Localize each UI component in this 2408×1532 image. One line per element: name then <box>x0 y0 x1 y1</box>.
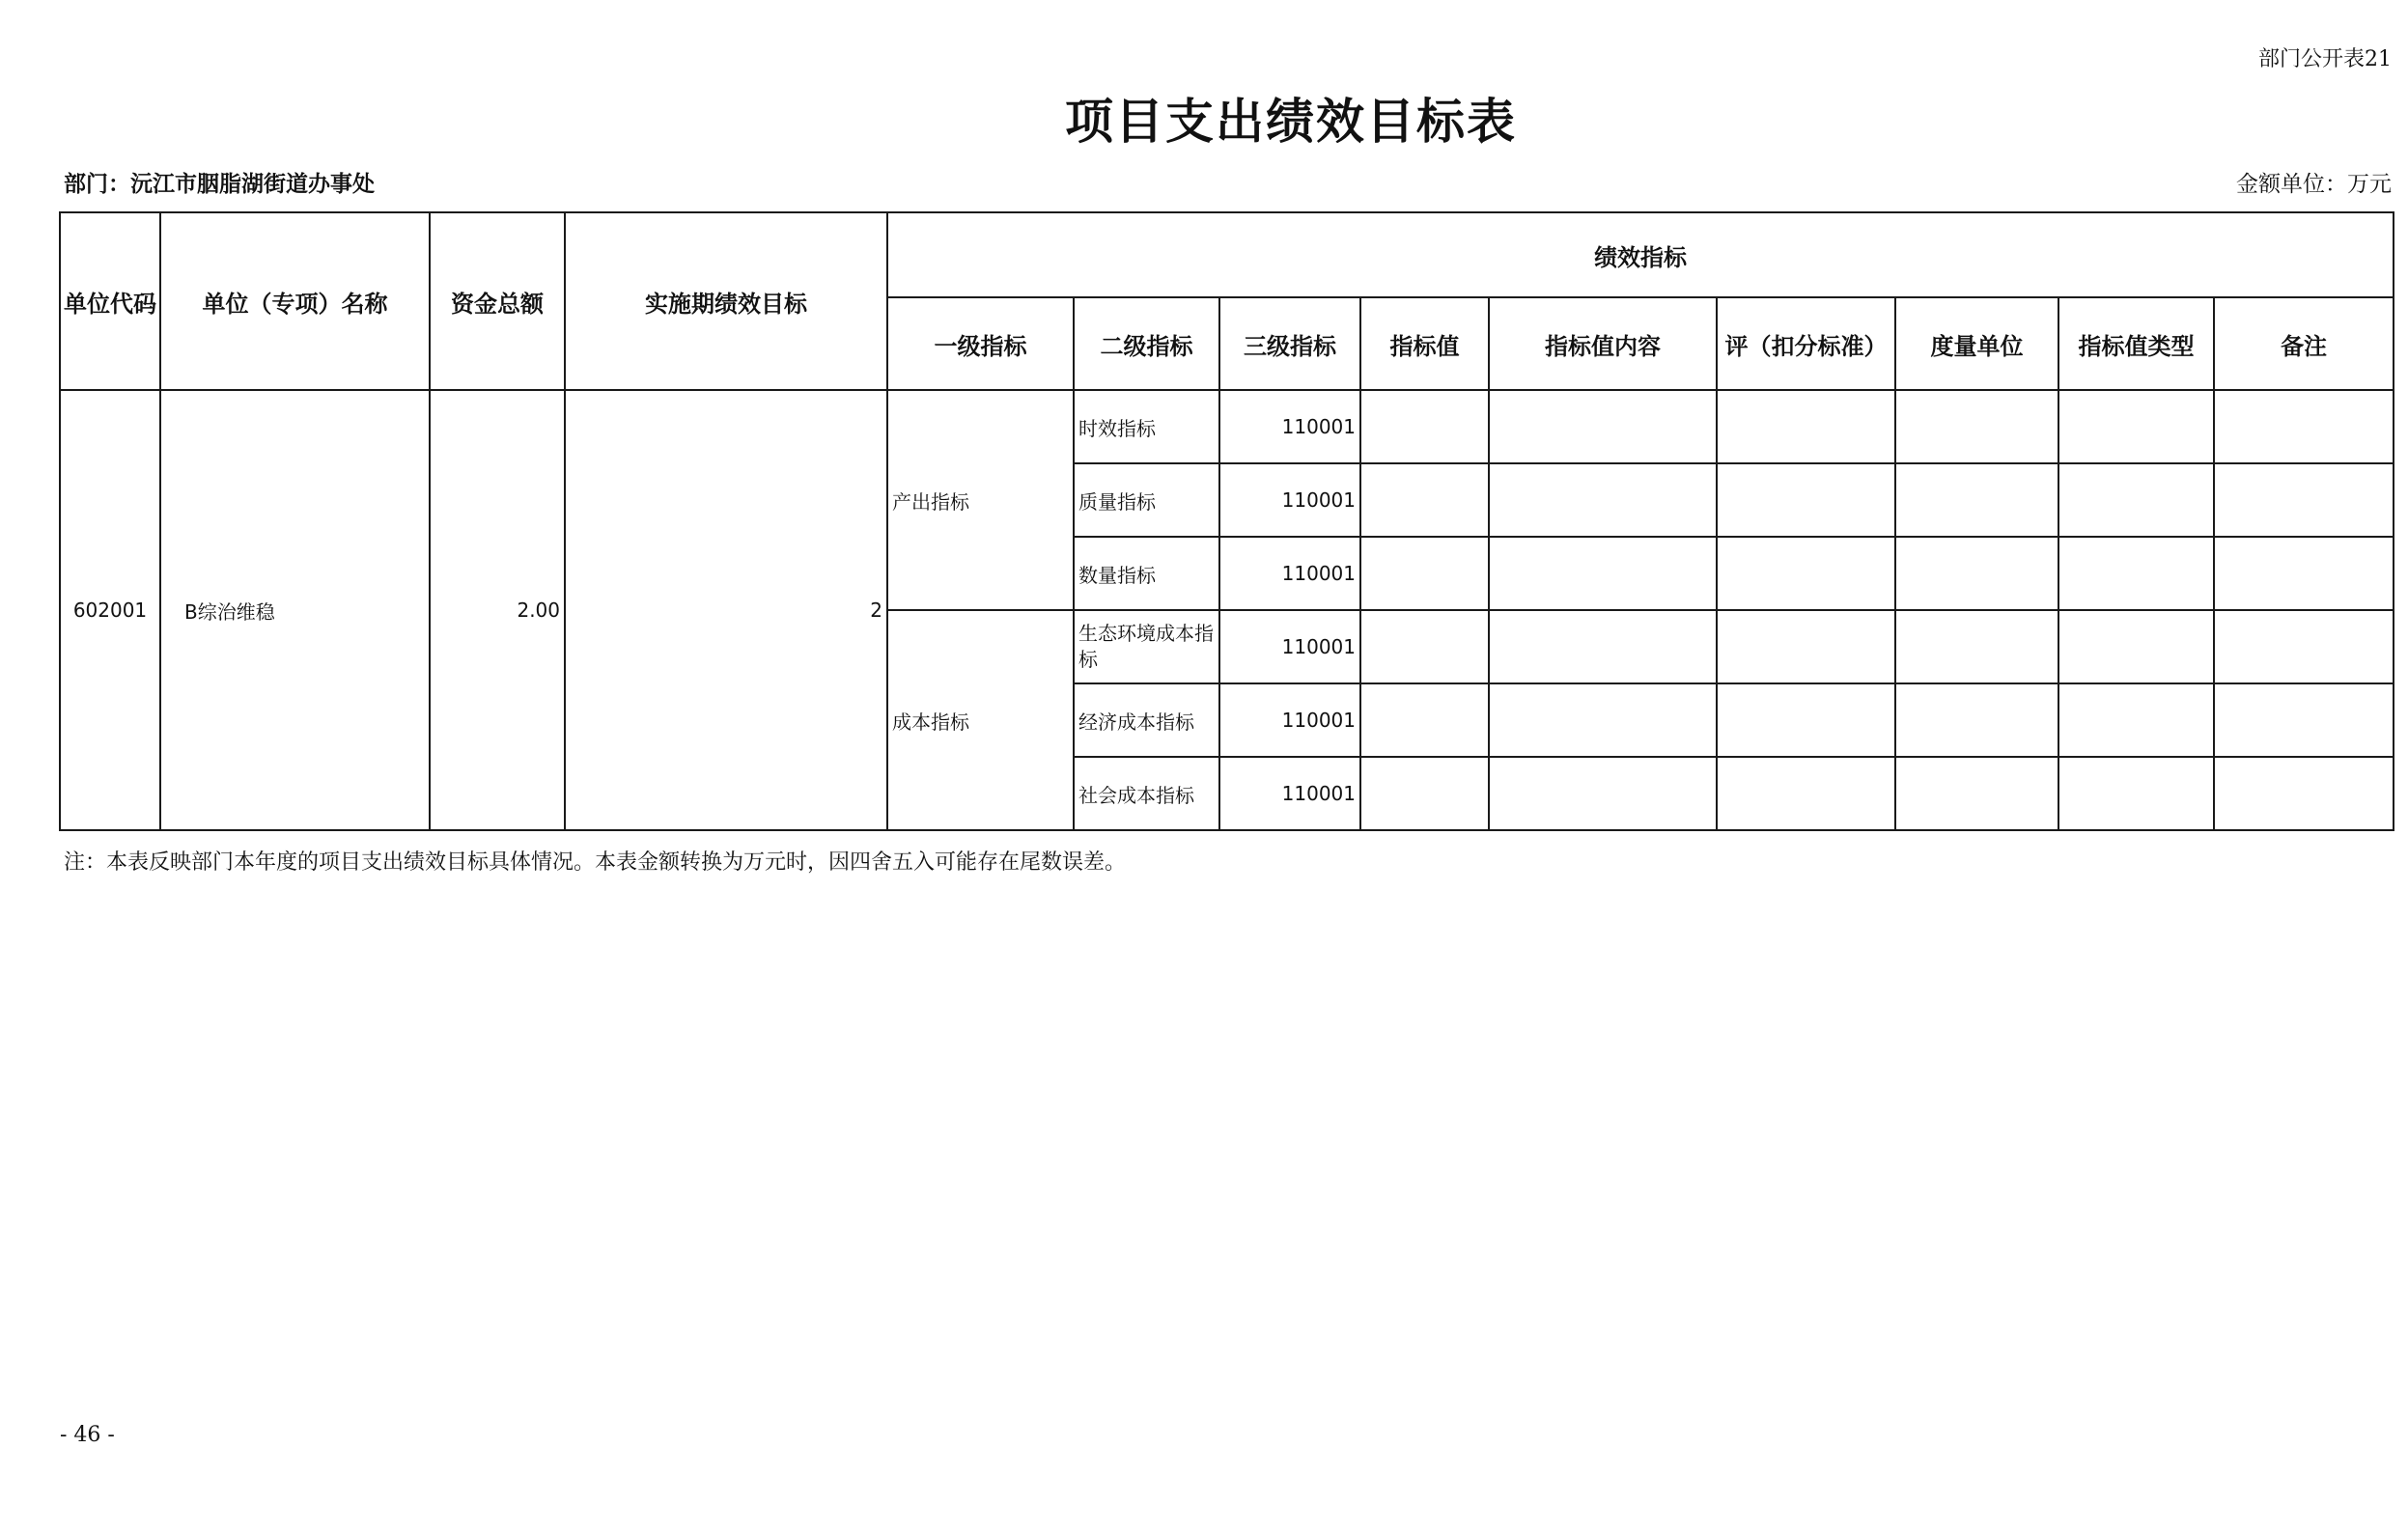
cell-level3: 110001 <box>1219 463 1360 537</box>
cell-indicator-value <box>1360 390 1489 463</box>
cell-remark <box>2214 537 2394 610</box>
header-indicator-value: 指标值 <box>1360 297 1489 390</box>
cell-indicator-value <box>1360 610 1489 683</box>
header-row-1 <box>60 212 2394 297</box>
cell-remark <box>2214 390 2394 463</box>
header-level2: 二级指标 <box>1074 297 1219 390</box>
cell-indicator-content <box>1489 463 1717 537</box>
cell-unit-code: 602001 <box>60 390 160 830</box>
cell-scoring <box>1717 463 1895 537</box>
cell-value-type <box>2058 463 2214 537</box>
cell-measure-unit <box>1895 463 2058 537</box>
cell-indicator-content <box>1489 757 1717 830</box>
cell-indicator-value <box>1360 463 1489 537</box>
cell-level2: 时效指标 <box>1074 390 1219 463</box>
header-value-type: 指标值类型 <box>2058 297 2214 390</box>
cell-indicator-content <box>1489 610 1717 683</box>
cell-remark <box>2214 683 2394 757</box>
table-row <box>60 390 2394 463</box>
cell-measure-unit <box>1895 757 2058 830</box>
header-level3: 三级指标 <box>1219 297 1360 390</box>
cell-level2: 数量指标 <box>1074 537 1219 610</box>
department-label: 部门：沅江市胭脂湖街道办事处 <box>64 171 375 197</box>
header-remark: 备注 <box>2214 297 2394 390</box>
cell-value-type <box>2058 610 2214 683</box>
header-level1: 一级指标 <box>887 297 1074 390</box>
cell-indicator-value <box>1360 683 1489 757</box>
header-performance-indicators: 绩效指标 <box>887 212 2394 297</box>
cell-level2: 生态环境成本指标 <box>1074 610 1219 683</box>
cell-scoring <box>1717 537 1895 610</box>
header-unit-name: 单位（专项）名称 <box>160 212 430 390</box>
cell-scoring <box>1717 757 1895 830</box>
cell-remark <box>2214 757 2394 830</box>
page-title: 项目支出绩效目标表 <box>1065 93 1517 150</box>
cell-measure-unit <box>1895 683 2058 757</box>
header-scoring: 评（扣分标准） <box>1717 297 1895 390</box>
cell-measure-unit <box>1895 610 2058 683</box>
cell-level1: 成本指标 <box>887 610 1074 830</box>
cell-measure-unit <box>1895 537 2058 610</box>
cell-level1: 产出指标 <box>887 390 1074 610</box>
cell-level3: 110001 <box>1219 683 1360 757</box>
cell-level3: 110001 <box>1219 610 1360 683</box>
cell-level2: 社会成本指标 <box>1074 757 1219 830</box>
cell-level2: 经济成本指标 <box>1074 683 1219 757</box>
header-performance-goal: 实施期绩效目标 <box>565 212 887 390</box>
cell-scoring <box>1717 683 1895 757</box>
cell-indicator-content <box>1489 537 1717 610</box>
cell-value-type <box>2058 683 2214 757</box>
cell-value-type <box>2058 757 2214 830</box>
form-code: 部门公开表21 <box>2258 47 2392 71</box>
cell-indicator-content <box>1489 683 1717 757</box>
cell-scoring <box>1717 390 1895 463</box>
cell-level3: 110001 <box>1219 757 1360 830</box>
cell-performance-goal: 2 <box>565 390 887 830</box>
cell-total-funds: 2.00 <box>430 390 565 830</box>
table-note: 注：本表反映部门本年度的项目支出绩效目标具体情况。本表金额转换为万元时，因四舍五入可能存在尾数误差。 <box>64 850 1127 875</box>
cell-scoring <box>1717 610 1895 683</box>
cell-remark <box>2214 463 2394 537</box>
cell-level3: 110001 <box>1219 390 1360 463</box>
cell-indicator-value <box>1360 757 1489 830</box>
amount-unit-label: 金额单位：万元 <box>2236 172 2392 197</box>
header-indicator-content: 指标值内容 <box>1489 297 1717 390</box>
header-unit-code: 单位代码 <box>60 212 160 390</box>
cell-level3: 110001 <box>1219 537 1360 610</box>
cell-remark <box>2214 610 2394 683</box>
cell-unit-name: B综治维稳 <box>160 390 430 830</box>
cell-value-type <box>2058 537 2214 610</box>
cell-value-type <box>2058 390 2214 463</box>
cell-level2: 质量指标 <box>1074 463 1219 537</box>
cell-indicator-value <box>1360 537 1489 610</box>
page-number: - 46 - <box>60 1423 115 1447</box>
header-measure-unit: 度量单位 <box>1895 297 2058 390</box>
cell-indicator-content <box>1489 390 1717 463</box>
cell-measure-unit <box>1895 390 2058 463</box>
header-total-funds: 资金总额 <box>430 212 565 390</box>
performance-goal-table <box>59 211 2394 831</box>
